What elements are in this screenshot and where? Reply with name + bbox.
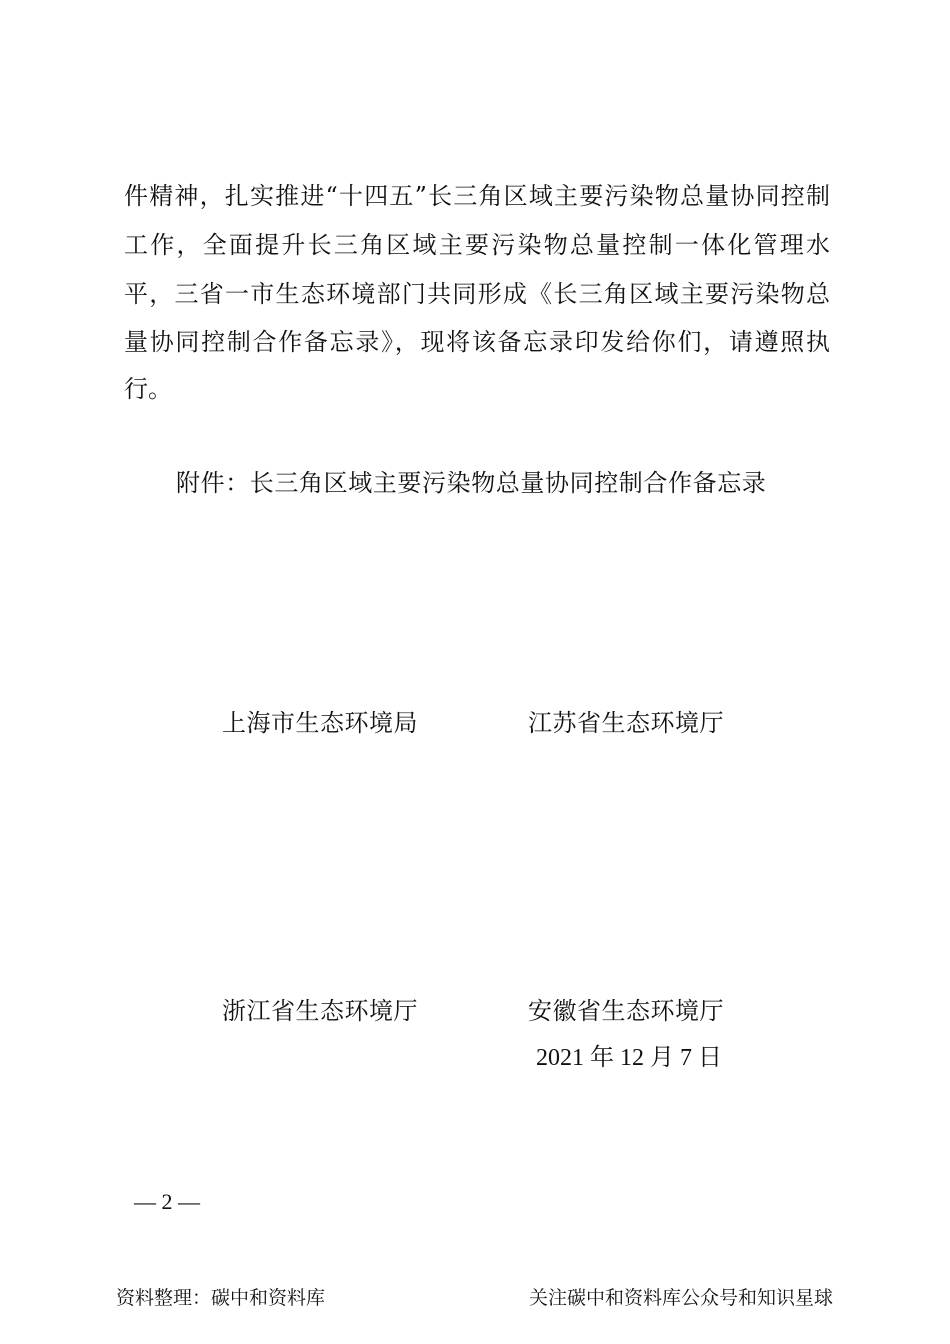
signature-anhui: 安徽省生态环境厅 [528,997,724,1025]
page-number: — 2 — [134,1189,200,1214]
attachment-line: 附件：长三角区域主要污染物总量协同控制合作备忘录 [176,469,767,497]
footer-follow: 关注碳中和资料库公众号和知识星球 [528,1287,833,1309]
signature-zhejiang: 浙江省生态环境厅 [222,997,418,1025]
issue-date: 2021 年 12 月 7 日 [536,1045,722,1071]
signature-jiangsu: 江苏省生态环境厅 [528,709,724,737]
body-line-2: 工作，全面提升长三角区域主要污染物总量控制一体化管理水 [124,231,830,259]
body-line-4: 量协同控制合作备忘录》，现将该备忘录印发给你们，请遵照执 [124,328,830,356]
body-line-5: 行。 [124,375,172,403]
body-line-3: 平，三省一市生态环境部门共同形成《长三角区域主要污染物总 [124,280,830,308]
body-line-1: 件精神，扎实推进“十四五”长三角区域主要污染物总量协同控制 [124,182,830,210]
signature-shanghai: 上海市生态环境局 [222,709,418,737]
footer-source: 资料整理：碳中和资料库 [116,1287,326,1309]
